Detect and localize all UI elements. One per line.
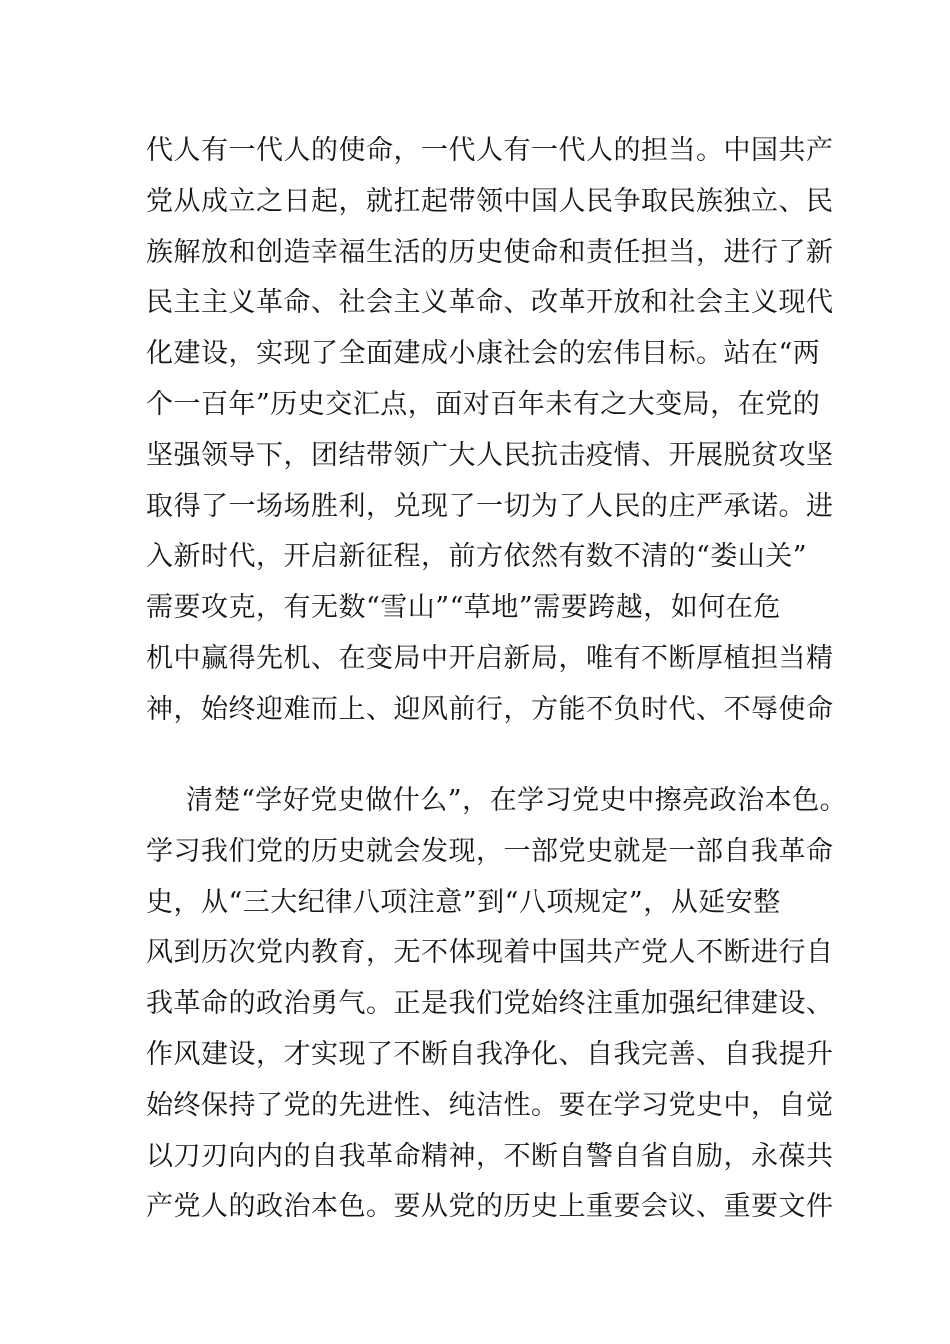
paragraph-line: 我革命的政治勇气。正是我们党始终注重加强纪律建设、 [146,988,834,1020]
paragraph-line: 清楚“学好党史做什么”，在学习党史中擦亮政治本色。 [186,785,848,816]
paragraph-1 [146,126,834,736]
paragraph-line: 个一百年”历史交汇点，面对百年未有之大变局，在党的 [146,388,821,420]
paragraph-line: 作风建设，才实现了不断自我净化、自我完善、自我提升 [146,1038,834,1070]
paragraph-line: 取得了一场场胜利，兑现了一切为了人民的庄严承诺。进 [146,490,834,522]
paragraph-line: 学习我们党的历史就会发现，一部党史就是一部自我革命 [146,835,834,867]
paragraph-line: 族解放和创造幸福生活的历史使命和责任担当，进行了新 [146,236,834,268]
paragraph-line: 化建设，实现了全面建成小康社会的宏伟目标。站在“两 [146,338,821,370]
paragraph-line: 机中赢得先机、在变局中开启新局，唯有不断厚植担当精 [146,642,834,674]
paragraph-line: 神，始终迎难而上、迎风前行，方能不负时代、不辱使命 [146,693,834,725]
paragraph-line: 产党人的政治本色。要从党的历史上重要会议、重要文件 [146,1191,834,1223]
paragraph-line: 民主主义革命、社会主义革命、改革开放和社会主义现代 [146,287,834,319]
paragraph-line: 入新时代，开启新征程，前方依然有数不清的“娄山关” [146,541,808,573]
paragraph-line: 始终保持了党的先进性、纯洁性。要在学习党史中，自觉 [146,1089,834,1121]
paragraph-line: 风到历次党内教育，无不体现着中国共产党人不断进行自 [146,937,834,969]
paragraph-line: 以刀刃向内的自我革命精神，不断自警自省自励，永葆共 [146,1140,834,1172]
paragraph-line: 需要攻克，有无数“雪山”“草地”需要跨越，如何在危 [146,592,781,624]
paragraph-line: 坚强领导下，团结带领广大人民抗击疫情、开展脱贫攻坚 [146,439,834,471]
paragraph-line: 党从成立之日起，就扛起带领中国人民争取民族独立、民 [146,185,834,217]
paragraph-line: 代人有一代人的使命，一代人有一代人的担当。中国共产 [146,135,834,166]
paragraph-2 [146,776,848,1233]
paragraph-line: 史，从“三大纪律八项注意”到“八项规定”，从延安整 [146,886,781,918]
